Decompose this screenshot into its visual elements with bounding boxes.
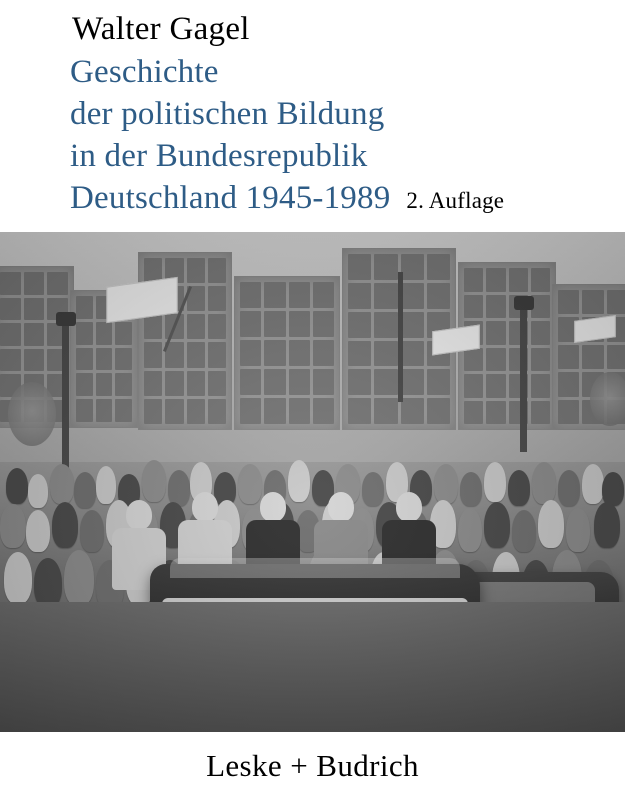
- photo-road: [0, 602, 625, 732]
- title-line-1: Geschichte: [70, 53, 219, 90]
- author-name: Walter Gagel: [72, 11, 250, 47]
- book-title: [70, 51, 625, 220]
- building-center: [234, 276, 340, 430]
- title-line-4-row: [70, 177, 625, 219]
- publisher-name: Leske + Budrich: [206, 748, 419, 783]
- title-line-2: der politischen Bildung: [70, 95, 385, 132]
- building-center-left: [138, 252, 232, 430]
- edition-label: 2. Auflage: [406, 188, 505, 214]
- street-lamp-right-head: [514, 296, 534, 310]
- cover-photograph: [0, 232, 625, 732]
- street-lamp-left-head: [56, 312, 76, 326]
- title-line-4: Deutschland 1945-1989: [70, 180, 391, 217]
- publisher-area: [0, 732, 625, 800]
- title-line-3: in der Bundesrepublik: [70, 138, 368, 175]
- limousine-windshield: [170, 558, 460, 578]
- cover-text-block: [0, 0, 625, 232]
- flag-pole-center: [398, 272, 403, 402]
